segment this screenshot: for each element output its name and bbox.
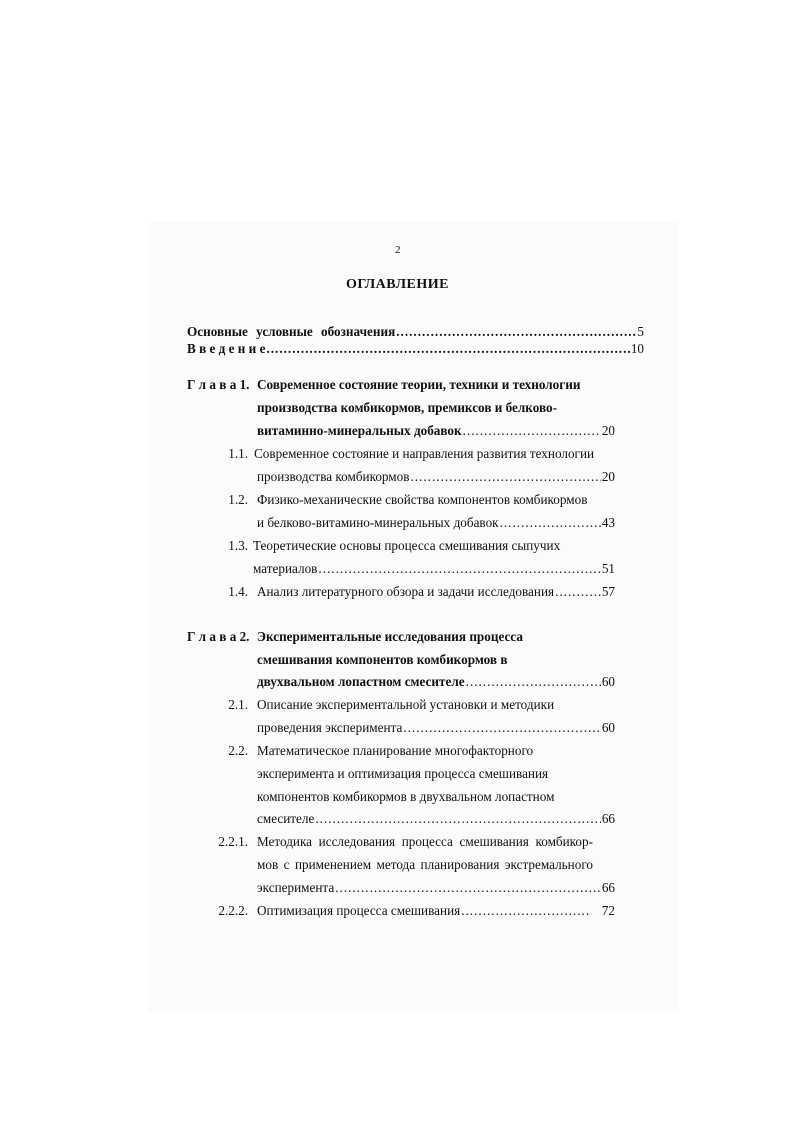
chapter-1-title-last[interactable] bbox=[257, 421, 615, 441]
section-title-line[interactable]: Теоретические основы процесса смешивания сыпучих bbox=[253, 538, 561, 553]
toc-entry-label: Анализ литературного обзора и задачи исследования bbox=[257, 584, 555, 599]
leader-dots bbox=[410, 467, 600, 487]
toc-entry-page: 43 bbox=[601, 515, 615, 530]
toc-entry-2-2[interactable] bbox=[257, 809, 615, 829]
toc-entry-label: и белково-витамино-минеральных добавок bbox=[257, 515, 499, 530]
page-number: 2 bbox=[395, 244, 401, 256]
toc-entry-label: производства комбикормов bbox=[257, 469, 410, 484]
toc-entry-page: 51 bbox=[601, 561, 615, 576]
section-title-line[interactable]: Физико-механические свойства компонентов комбикормов bbox=[257, 492, 588, 507]
leader-dots bbox=[463, 421, 601, 441]
toc-entry-page: 66 bbox=[601, 880, 615, 895]
chapter-2-title-line[interactable]: смешивания компонентов комбикормов в bbox=[257, 652, 508, 667]
section-number: 1.4. bbox=[228, 584, 248, 599]
toc-entry-page: 57 bbox=[601, 584, 615, 599]
section-title-line[interactable]: компонентов комбикормов в двухвальном лопастном bbox=[257, 789, 555, 804]
toc-entry-label: смесителе bbox=[257, 811, 315, 826]
toc-entry-page: 10 bbox=[630, 341, 644, 356]
chapter-2-title-line[interactable]: Экспериментальные исследования процесса bbox=[257, 629, 523, 644]
toc-entry-label: эксперимента bbox=[257, 880, 335, 895]
toc-entry-label: Оптимизация процесса смешивания bbox=[257, 903, 461, 918]
toc-entry-2-1[interactable] bbox=[257, 718, 615, 738]
toc-entry-introduction[interactable] bbox=[187, 339, 644, 359]
section-title-line[interactable]: Современное состояние и направления развития технологии bbox=[254, 446, 595, 461]
toc-entry-label: В в е д е н и е bbox=[187, 341, 266, 356]
chapter-1-title-line[interactable]: Современное состояние теории, техники и технологии bbox=[257, 377, 581, 392]
leader-dots bbox=[466, 672, 601, 692]
toc-entry-page: 20 bbox=[601, 423, 615, 438]
section-title-line[interactable]: эксперимента и оптимизация процесса смешивания bbox=[257, 766, 549, 781]
toc-entry-1-1[interactable] bbox=[257, 467, 615, 487]
section-number: 1.1. bbox=[228, 446, 248, 461]
toc-entry-page: 66 bbox=[601, 811, 615, 826]
toc-entry-1-2[interactable] bbox=[257, 513, 615, 533]
leader-dots bbox=[318, 559, 600, 579]
toc-entry-label: материалов bbox=[253, 561, 318, 576]
section-number: 2.2.1. bbox=[218, 834, 248, 849]
toc-entry-label: Основные условные обозначения bbox=[187, 324, 396, 339]
toc-entry-page: 5 bbox=[637, 324, 644, 339]
leader-dots bbox=[403, 718, 601, 738]
toc-entry-page: 60 bbox=[601, 720, 615, 735]
leader-dots bbox=[335, 878, 601, 898]
section-number: 2.2. bbox=[228, 743, 248, 758]
toc-entry-page: 72 bbox=[601, 903, 615, 918]
toc-entry-1-4[interactable] bbox=[257, 582, 615, 602]
chapter-1-title-line[interactable]: производства комбикормов, премиксов и белково- bbox=[257, 400, 558, 415]
leader-dots bbox=[461, 901, 589, 921]
toc-entry-label: двухвальном лопастном смесителе bbox=[257, 674, 465, 689]
section-number: 2.1. bbox=[228, 697, 248, 712]
section-title-line[interactable]: Методика исследования процесса смешивания комбикор- bbox=[257, 834, 593, 849]
leader-dots bbox=[555, 582, 601, 602]
section-title-line[interactable]: Описание экспериментальной установки и методики bbox=[257, 697, 555, 712]
section-number: 1.3. bbox=[228, 538, 248, 553]
chapter-1-prefix: Г л а в а 1. bbox=[187, 377, 250, 392]
toc-entry-1-3[interactable] bbox=[253, 559, 615, 579]
section-number: 2.2.2. bbox=[218, 903, 248, 918]
chapter-2-title-last[interactable] bbox=[257, 672, 615, 692]
section-number: 1.2. bbox=[228, 492, 248, 507]
leader-dots bbox=[315, 809, 600, 829]
toc-entry-page: 60 bbox=[601, 674, 615, 689]
section-title-line[interactable]: Математическое планирование многофакторного bbox=[257, 743, 534, 758]
toc-entry-label: проведения эксперимента bbox=[257, 720, 403, 735]
leader-dots bbox=[266, 339, 629, 359]
toc-entry-2-2-1[interactable] bbox=[257, 878, 615, 898]
toc-entry-page: 20 bbox=[601, 469, 615, 484]
page-title: ОГЛАВЛЕНИЕ bbox=[346, 277, 449, 292]
toc-entry-label: витаминно-минеральных добавок bbox=[257, 423, 462, 438]
chapter-2-prefix: Г л а в а 2. bbox=[187, 629, 250, 644]
leader-dots bbox=[500, 513, 601, 533]
toc-entry-2-2-2[interactable] bbox=[257, 901, 615, 921]
section-title-line[interactable]: мов с применением метода планирования экстремального bbox=[257, 857, 593, 872]
